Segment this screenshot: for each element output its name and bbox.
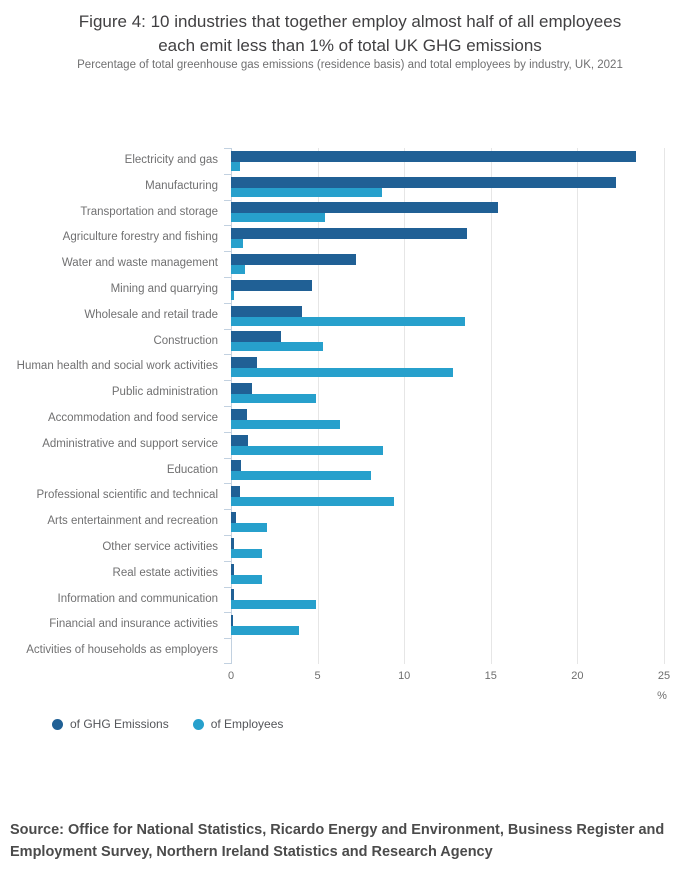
ghg-emissions-bar[interactable]: [231, 538, 234, 549]
x-axis-tick-label: 15: [484, 670, 497, 682]
category-bars: [231, 612, 664, 638]
legend-item-ghg-emissions[interactable]: [52, 717, 169, 731]
category-rows: [0, 148, 700, 664]
employees-bar[interactable]: [231, 213, 325, 222]
legend-swatch-ghg-emissions-icon: [52, 719, 63, 730]
employees-bar[interactable]: [231, 497, 394, 506]
ghg-emissions-bar[interactable]: [231, 409, 247, 420]
employees-bar[interactable]: [231, 394, 316, 403]
employees-bar[interactable]: [231, 342, 323, 351]
ghg-emissions-bar[interactable]: [231, 177, 616, 188]
employees-bar[interactable]: [231, 549, 262, 558]
legend-label-employees: of Employees: [210, 717, 284, 731]
category-label: Wholesale and retail trade: [84, 308, 218, 321]
plot-area: [0, 148, 700, 664]
category-row: [0, 148, 700, 174]
category-bars: [231, 561, 664, 587]
legend-item-employees[interactable]: [193, 717, 284, 731]
category-row: [0, 612, 700, 638]
legend-label-ghg-emissions: of GHG Emissions: [70, 717, 169, 731]
category-bars: [231, 329, 664, 355]
employees-bar[interactable]: [231, 188, 382, 197]
ghg-emissions-bar[interactable]: [231, 460, 241, 471]
category-label: Manufacturing: [145, 179, 218, 192]
employees-bar[interactable]: [231, 368, 453, 377]
chart-title: [0, 10, 700, 58]
ghg-emissions-bar[interactable]: [231, 383, 252, 394]
source-line-1: Source: Office for National Statistics, Ricardo Energy and Environment, Business Register and: [10, 822, 665, 838]
category-bars: [231, 432, 664, 458]
category-bars: [231, 638, 664, 664]
x-axis-tick-label: 20: [571, 670, 584, 682]
category-bars: [231, 303, 664, 329]
category-row: [0, 587, 700, 613]
category-label: Financial and insurance activities: [49, 618, 218, 631]
employees-bar[interactable]: [231, 523, 267, 532]
chart-title-line-2: each emit less than 1% of total UK GHG emissions: [158, 36, 542, 55]
category-row: [0, 432, 700, 458]
employees-bar[interactable]: [231, 626, 299, 635]
employees-bar[interactable]: [231, 446, 383, 455]
category-row: [0, 406, 700, 432]
category-bars: [231, 509, 664, 535]
category-label: Mining and quarrying: [110, 282, 218, 295]
category-bars: [231, 277, 664, 303]
category-row: [0, 251, 700, 277]
category-label: Water and waste management: [61, 257, 218, 270]
employees-bar[interactable]: [231, 239, 243, 248]
category-bars: [231, 174, 664, 200]
category-bars: [231, 225, 664, 251]
category-bars: [231, 458, 664, 484]
employees-bar[interactable]: [231, 162, 240, 171]
ghg-emissions-bar[interactable]: [231, 435, 248, 446]
ghg-emissions-bar[interactable]: [231, 228, 467, 239]
category-label: Human health and social work activities: [16, 360, 218, 373]
employees-bar[interactable]: [231, 317, 465, 326]
category-bars: [231, 354, 664, 380]
category-bars: [231, 587, 664, 613]
ghg-emissions-bar[interactable]: [231, 280, 312, 291]
category-label: Real estate activities: [112, 566, 218, 579]
category-row: [0, 303, 700, 329]
category-row: [0, 561, 700, 587]
employees-bar[interactable]: [231, 291, 234, 300]
category-label: Activities of households as employers: [26, 644, 218, 657]
category-bars: [231, 251, 664, 277]
ghg-emissions-bar[interactable]: [231, 202, 498, 213]
category-label: Accommodation and food service: [47, 411, 218, 424]
x-axis-tick-label: 0: [227, 670, 235, 682]
x-axis-tick-label: 10: [398, 670, 411, 682]
category-label: Electricity and gas: [124, 154, 218, 166]
ghg-emissions-bar[interactable]: [231, 151, 636, 162]
category-row: [0, 638, 700, 664]
category-row: [0, 225, 700, 251]
source-text: [10, 819, 694, 863]
category-label: Arts entertainment and recreation: [47, 515, 218, 528]
category-row: [0, 277, 700, 303]
category-bars: [231, 148, 664, 174]
employees-bar[interactable]: [231, 265, 245, 274]
employees-bar[interactable]: [231, 600, 316, 609]
category-label: Education: [166, 463, 218, 476]
legend: [52, 717, 283, 731]
ghg-emissions-bar[interactable]: [231, 331, 281, 342]
category-label: Information and communication: [57, 592, 218, 605]
x-axis-tick-label: 5: [314, 670, 321, 682]
category-bars: [231, 483, 664, 509]
employees-bar[interactable]: [231, 420, 340, 429]
legend-swatch-employees-icon: [193, 719, 204, 730]
x-axis-unit-label: %: [657, 690, 667, 702]
employees-bar[interactable]: [231, 471, 371, 480]
category-label: Administrative and support service: [42, 437, 218, 450]
ghg-emissions-bar[interactable]: [231, 615, 233, 626]
category-row: [0, 509, 700, 535]
chart-title-line-1: Figure 4: 10 industries that together employ almost half of all employees: [78, 12, 622, 31]
category-label: Public administration: [111, 386, 218, 399]
category-bars: [231, 406, 664, 432]
category-row: [0, 380, 700, 406]
category-row: [0, 354, 700, 380]
category-row: [0, 535, 700, 561]
category-row: [0, 483, 700, 509]
category-row: [0, 174, 700, 200]
category-label: Construction: [153, 334, 218, 347]
category-row: [0, 329, 700, 355]
chart-subtitle: Percentage of total greenhouse gas emissions (residence basis) and total employees by industry, UK, 2021: [77, 59, 623, 71]
category-bars: [231, 380, 664, 406]
ghg-emissions-bar[interactable]: [231, 486, 240, 497]
ghg-emissions-bar[interactable]: [231, 589, 234, 600]
ghg-emissions-bar[interactable]: [231, 512, 236, 523]
ghg-emissions-bar[interactable]: [231, 564, 234, 575]
category-row: [0, 200, 700, 226]
category-label: Other service activities: [102, 540, 218, 553]
category-label: Transportation and storage: [80, 205, 218, 218]
source-line-2: Employment Survey, Northern Ireland Statistics and Research Agency: [10, 844, 493, 860]
ghg-emissions-bar[interactable]: [231, 357, 257, 368]
ghg-emissions-bar[interactable]: [231, 254, 356, 265]
category-bars: [231, 535, 664, 561]
category-label: Agriculture forestry and fishing: [62, 231, 218, 244]
x-axis-tick-label: 25: [657, 670, 671, 682]
category-row: [0, 458, 700, 484]
category-bars: [231, 200, 664, 226]
category-label: Professional scientific and technical: [36, 489, 218, 502]
employees-bar[interactable]: [231, 575, 262, 584]
ghg-emissions-bar[interactable]: [231, 306, 302, 317]
